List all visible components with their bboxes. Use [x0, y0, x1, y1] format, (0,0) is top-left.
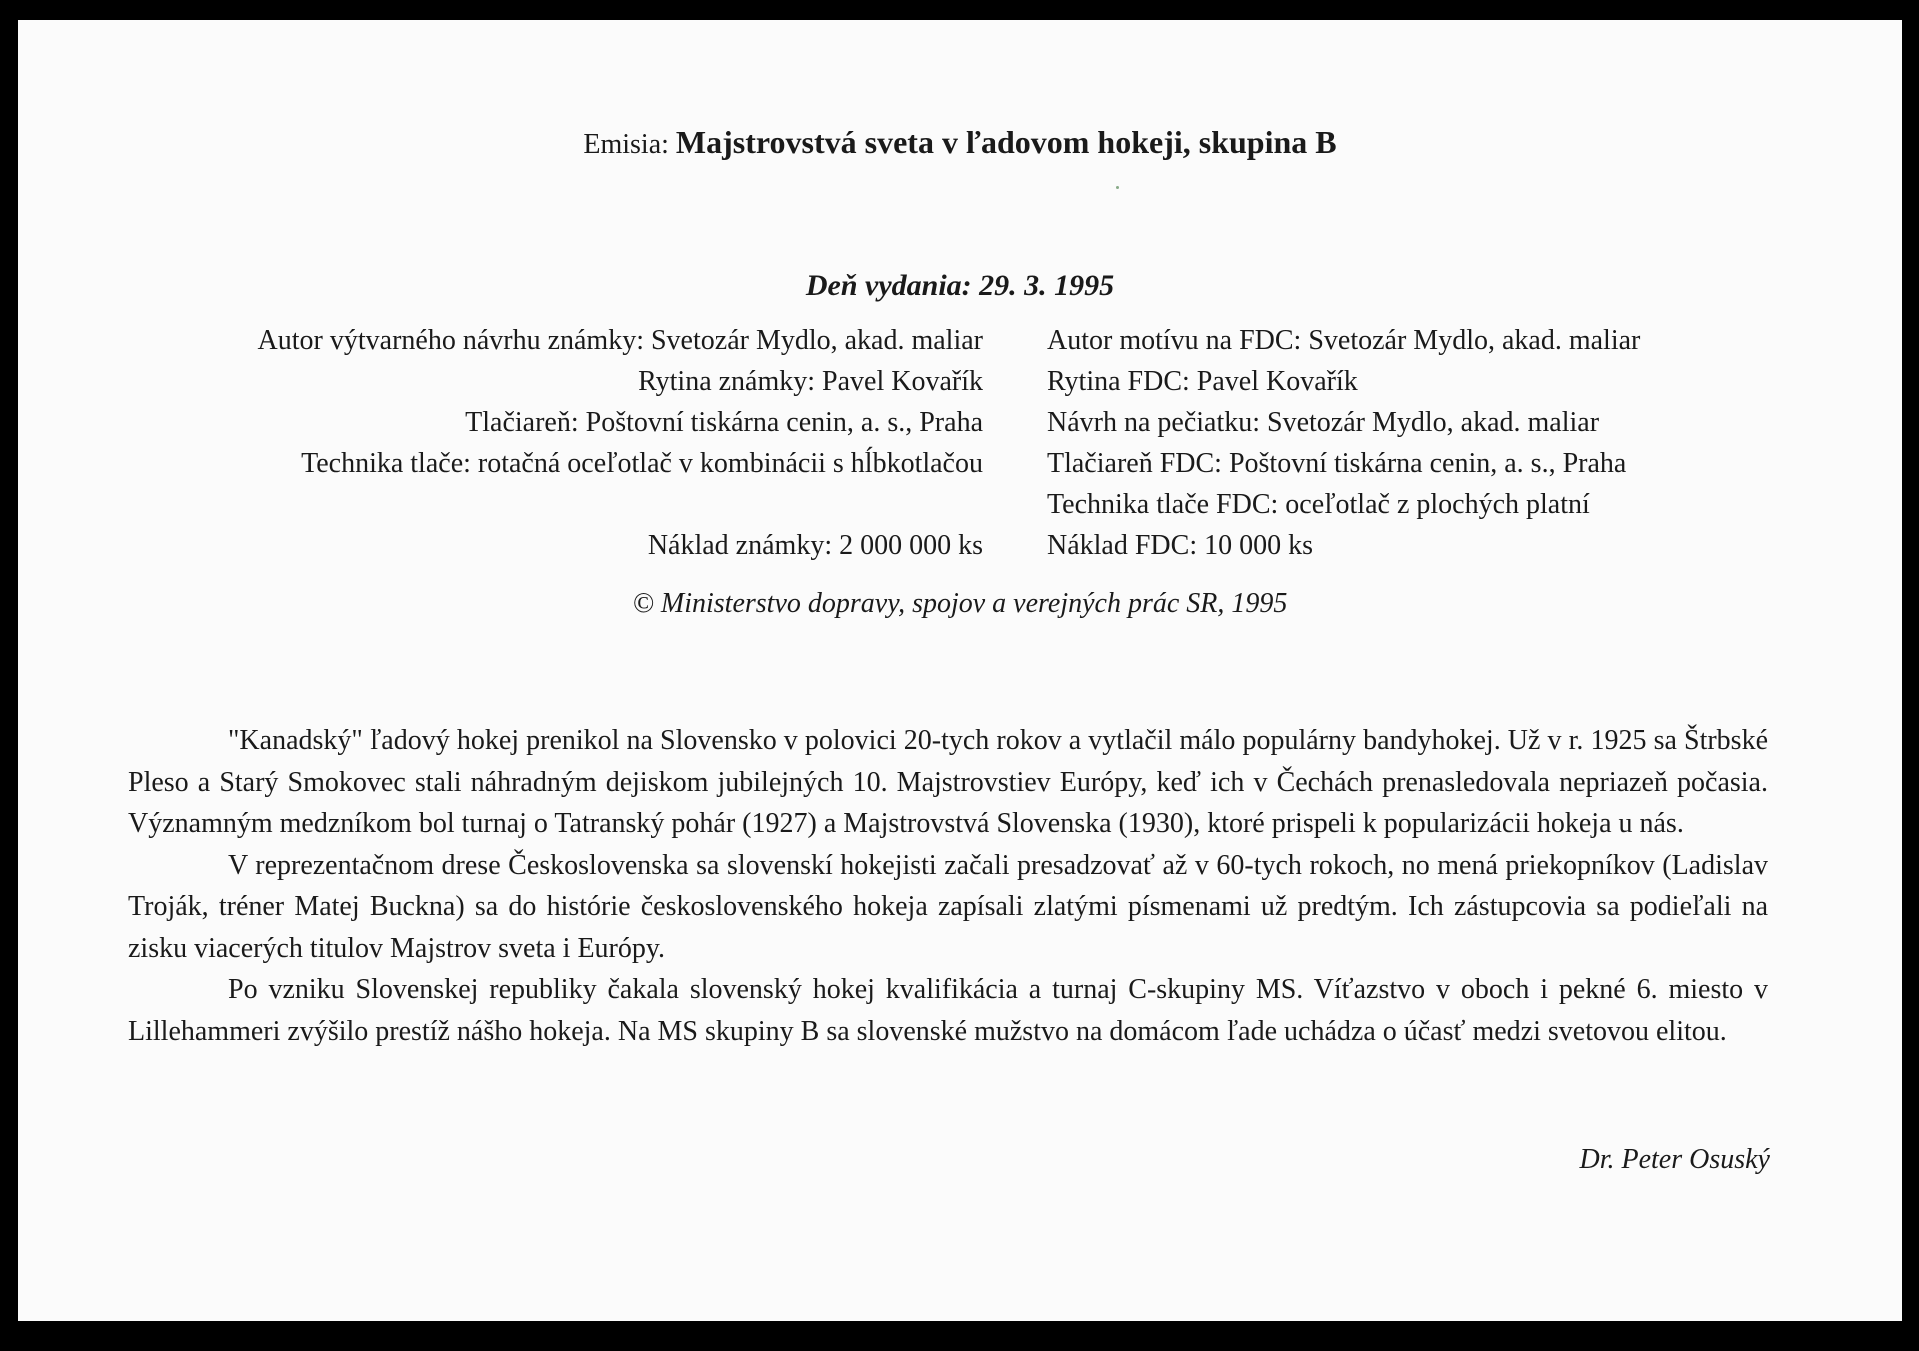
copyright-notice: © Ministerstvo dopravy, spojov a verejných prác SR, 1995: [632, 588, 1288, 619]
author-signature: Dr. Peter Osuský: [1579, 1144, 1770, 1175]
fdc-details: [1047, 320, 1807, 566]
issue-date: Deň vydania: 29. 3. 1995: [805, 269, 1115, 302]
detail-row: Tlačiareň FDC: Poštovní tiskárna cenin, a. s., Praha: [1047, 448, 1627, 479]
detail-row-blank: [18, 484, 983, 525]
article-body: [128, 720, 1768, 1052]
detail-row: Technika tlače: rotačná oceľotlač v kombinácii s hĺbkotlačou: [301, 448, 983, 479]
page-title: Majstrovstvá sveta v ľadovom hokeji, skupina B: [675, 124, 1337, 160]
detail-row: Náklad známky: 2 000 000 ks: [647, 530, 983, 561]
paragraph: "Kanadský" ľadový hokej prenikol na Slovensko v polovici 20-tych rokov a vytlačil málo populárny bandyhokej. Už v r. 1925 sa Štrbské Pleso a Starý Smokovec stali náhradným dejiskom jubilejných 10. Majstrovstiev Európy, keď ich v Čechách prenasledovala nepriazeň počasia. Významným medzníkom bol turnaj o Tatranský pohár (1927) a Majstrovstvá Slovenska (1930), ktoré prispeli k popularizácii hokeja u nás.: [128, 725, 1768, 839]
detail-row: Náklad FDC: 10 000 ks: [1047, 530, 1313, 561]
detail-row: Rytina známky: Pavel Kovařík: [638, 366, 983, 397]
detail-row: Autor výtvarného návrhu známky: Svetozár Mydlo, akad. maliar: [257, 325, 983, 356]
detail-row: Autor motívu na FDC: Svetozár Mydlo, akad. maliar: [1047, 325, 1641, 356]
header: [18, 124, 1902, 163]
detail-row: Rytina FDC: Pavel Kovařík: [1047, 366, 1358, 397]
paragraph: V reprezentačnom drese Československa sa slovenskí hokejisti začali presadzovať až v 60-tych rokoch, no mená priekopníkov (Ladislav Troják, tréner Matej Buckna) sa do histórie československého hokeja zapísali zlatými písmenami už predtým. Ich zástupcovia sa podieľali na zisku viacerých titulov Majstrov sveta i Európy.: [128, 849, 1768, 964]
document-card: [18, 20, 1902, 1321]
detail-row: Tlačiareň: Poštovní tiskárna cenin, a. s., Praha: [465, 407, 983, 438]
stamp-details: [18, 320, 983, 566]
detail-row: Technika tlače FDC: oceľotlač z plochých platní: [1047, 489, 1590, 520]
emisia-label: Emisia:: [583, 129, 669, 160]
detail-row: Návrh na pečiatku: Svetozár Mydlo, akad. maliar: [1047, 407, 1600, 438]
scan-speck: [1116, 186, 1119, 189]
paragraph: Po vzniku Slovenskej republiky čakala slovenský hokej kvalifikácia a turnaj C-skupiny MS. Víťazstvo v oboch i pekné 6. miesto v Lillehammeri zvýšilo prestíž nášho hokeja. Na MS skupiny B sa slovenské mužstvo na domácom ľade uchádza o účasť medzi svetovou elitou.: [128, 974, 1768, 1047]
